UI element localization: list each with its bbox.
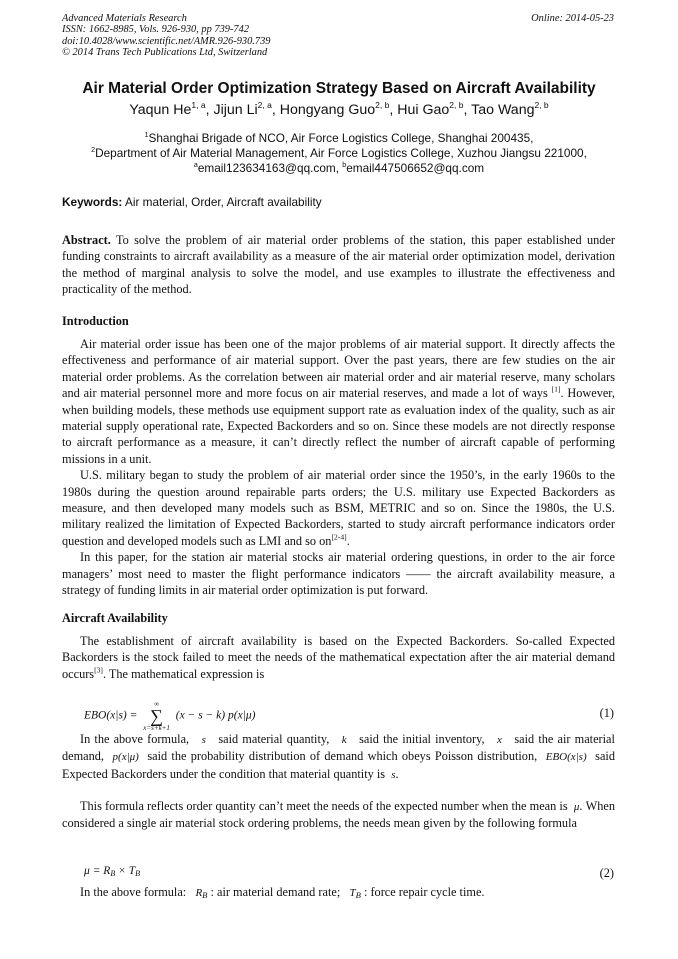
author-affiliation-mark: 2, b [375, 100, 390, 111]
citation: [2-4] [331, 532, 347, 542]
keywords [62, 195, 618, 209]
abstract-text: To solve the problem of air material order problems of the station, this paper established under funding constraints to aircraft availability as a measure of the air material order optimization model, derivation the method of marginal analysis to solve the model, and use examples to illustrate the effectiveness and practicality of the method. [62, 233, 616, 297]
paragraph: U.S. military began to study the problem of air material order since the 1950’s, in the early 1960s to the 1980s during the question around repairable parts orders; the U.S. military use Expected Backorders as measure, and then developed many models such as BSM, METRIC and so on. Since the 1980s, the U.S. military realized the limitation of Expected Backorders, started to study aircraft performance indicators order question and developed models such as LMI and so on[2-4]. [62, 468, 615, 548]
paragraph: In the above formula, s said material quantity, k said the initial inventory, x said the air material demand, p(x|μ) said the probability distribution of demand which obeys Poisson distribution, EBO(x|s) said Expected Backorders under the condition that material quantity is s. [62, 732, 615, 781]
author-emails: $^a$email123634163@qq.com, $^b$email447506652@qq.com [193, 161, 485, 175]
equation-2: $\mu = R_B \times T_B$ [84, 865, 141, 878]
availability-body [62, 633, 615, 682]
author-name: Hui Gao [397, 102, 450, 118]
citation: [3] [94, 665, 103, 675]
author-name: Hongyang Guo [279, 102, 376, 118]
paragraph: This formula reflects order quantity can’t meet the needs of the expected number when the mean is μ. When considered a single air material stock ordering problems, the needs mean given by the following formula [62, 799, 615, 831]
running-header-left [62, 13, 270, 58]
online-date: Online: 2014-05-23 [531, 13, 614, 24]
doi-line[interactable]: doi:10.4028/www.scientific.net/AMR.926-930.739 [62, 35, 271, 47]
section-heading-introduction: Introduction [62, 314, 129, 328]
author-affiliation-mark: 2, b [534, 100, 549, 111]
author-affiliation-mark: 2, a [257, 100, 272, 111]
paragraph: Air material order issue has been one of the major problems of air material support. It directly affects the effectiveness and performance of air material support. Over the past years, there are few studies on the air material order problems. As the correlation between air material order and air material reserve, many scholars and air material personnel more and more focus on air material reserves, and made a lot of ways [1]. However, when building models, these methods use equipment support rate as evaluation index of the quality, such as air material supply operational rate, Expected Backorders and so on. Since these models are not directly response to aircraft performance as a measure, it can’t directly reflect the number of aircraft capable of performing missions in a unit. [62, 337, 615, 466]
paragraph: The establishment of aircraft availability is based on the Expected Backorders. So-called Expected Backorders is the stock failed to meet the needs of the mathematical expectation after the air material demand occurs[3]. The mathematical expression is [62, 634, 615, 681]
citation: [1] [551, 384, 561, 394]
copyright-line: © 2014 Trans Tech Publications Ltd, Switzerland [62, 46, 268, 58]
paragraph: In this paper, for the station air material stocks air material ordering questions, in order to the air force managers’ most need to master the flight performance indicators —— the aircraft availability measure, a strategy of funding limits in air material order optimization is put forward. [62, 550, 615, 598]
author-name: Jijun Li [213, 102, 258, 118]
email-a[interactable]: email123634163@qq.com, [197, 161, 339, 175]
paper-title: Air Material Order Optimization Strategy Based on Aircraft Availability [82, 80, 596, 97]
abstract-label: Abstract. [62, 233, 111, 247]
keywords-text: Air material, Order, Aircraft availability [124, 195, 322, 209]
email-b[interactable]: email447506652@qq.com [346, 161, 485, 175]
equation-number: (2) [599, 866, 614, 880]
affiliation-2: $^2$Department of Air Material Management, Air Force Logistics College, Xuzhou Jiangsu 221000, [91, 146, 587, 160]
equation-1: EBO(x|s) = ∞ ∑ x=s+k+1 (x − s − k) p(x|μ) [84, 700, 256, 732]
abstract [62, 232, 615, 298]
author-name: Yaqun He [129, 102, 192, 118]
keywords-label: Keywords: [62, 195, 123, 209]
equation-number: (1) [599, 706, 614, 720]
summation-symbol: ∞ ∑ x=s+k+1 [143, 700, 170, 732]
affiliation-1: $^1$Shanghai Brigade of NCO, Air Force Logistics College, Shanghai 200435, [144, 131, 534, 145]
introduction-body [62, 336, 615, 599]
section-heading-aircraft-availability: Aircraft Availability [62, 611, 168, 625]
paragraph: In the above formula: $R_B$ : air material demand rate; $T_B$ : force repair cycle time. [80, 885, 485, 901]
author-affiliation-mark: 1, a [191, 100, 206, 111]
author-list: Yaqun He$^{1, a}$, Jijun Li$^{2, a}$, Hongyang Guo$^{2, b}$, Hui Gao$^{2, b}$, Tao Wang$^{2, b}$ [129, 100, 549, 118]
author-affiliation-mark: 2, b [449, 100, 464, 111]
author-name: Tao Wang [471, 102, 535, 118]
journal-name: Advanced Materials Research [62, 13, 187, 24]
issn-line: ISSN: 1662-8985, Vols. 926-930, pp 739-742 [62, 24, 250, 36]
